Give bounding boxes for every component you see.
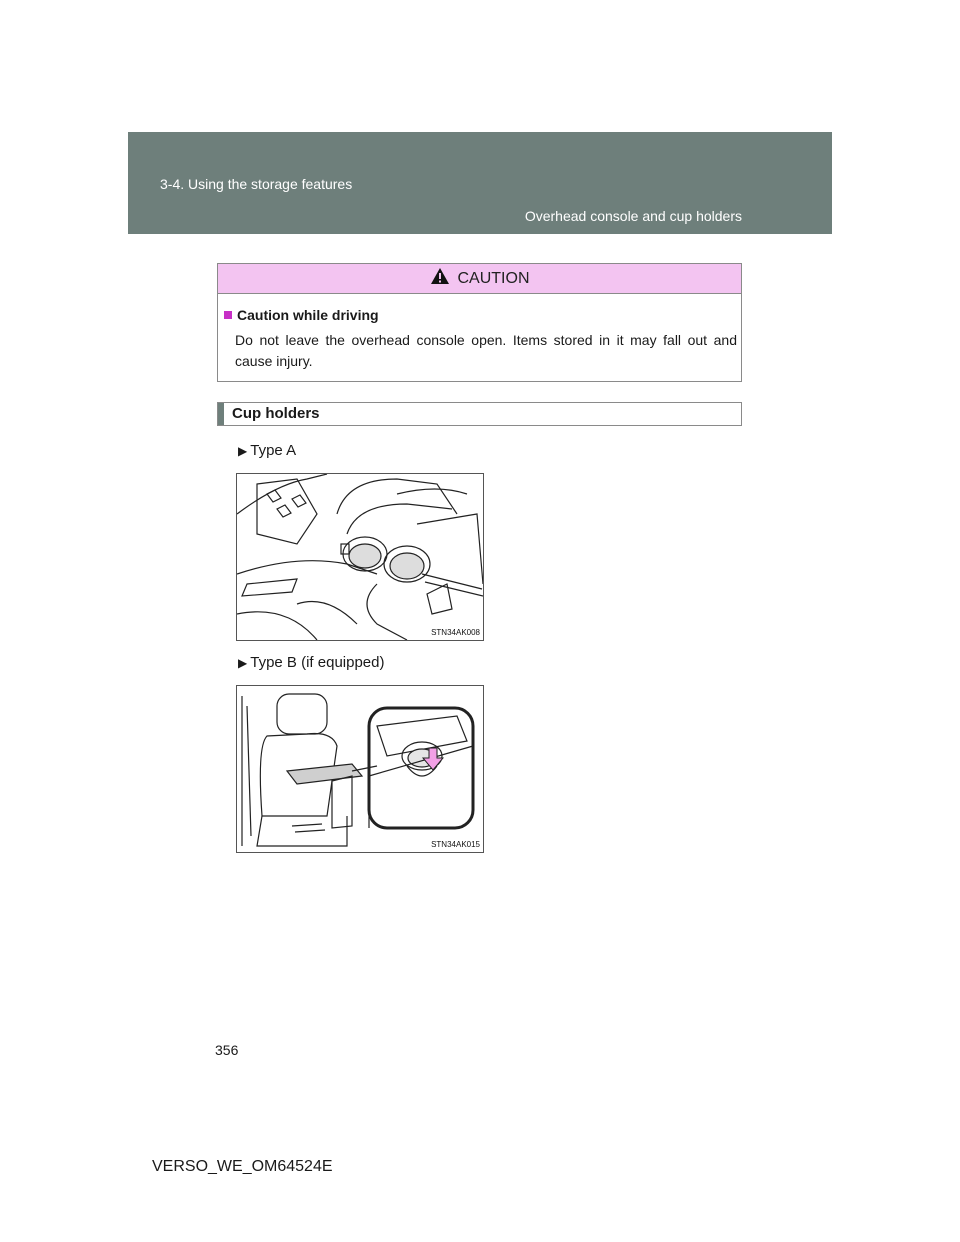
caution-item (224, 307, 379, 323)
page-topic: Overhead console and cup holders (524, 208, 742, 224)
figure-code: STN34AK015 (431, 840, 480, 849)
figure-type-a (236, 473, 484, 641)
type-b-text: Type B (if equipped) (250, 654, 385, 671)
caution-text: Do not leave the overhead console open. Items stored in it may fall out and cause injury. (235, 332, 737, 369)
cup-holder-type-a-illustration (237, 474, 483, 640)
caution-box (217, 263, 742, 382)
type-a-label (238, 442, 296, 459)
figure-code: STN34AK008 (431, 628, 480, 637)
page-header (128, 132, 832, 234)
caution-title: CAUTION (457, 269, 530, 287)
caution-item-title: Caution while driving (237, 307, 379, 323)
section-accent (218, 403, 224, 425)
type-b-label (238, 654, 384, 671)
cup-holder-type-b-illustration (237, 686, 483, 853)
square-bullet-icon (224, 311, 232, 319)
caution-header (218, 264, 741, 294)
section-heading (217, 402, 742, 426)
section-title: Cup holders (232, 405, 320, 422)
page-number: 356 (215, 1042, 239, 1058)
figure-type-b (236, 685, 484, 853)
triangle-bullet-icon: ▶ (238, 443, 248, 458)
section-label: 3-4. Using the storage features (160, 176, 353, 192)
triangle-bullet-icon: ▶ (238, 655, 248, 670)
warning-triangle-icon (430, 267, 450, 290)
type-a-text: Type A (250, 442, 297, 459)
document-code: VERSO_WE_OM64524E (152, 1158, 333, 1175)
